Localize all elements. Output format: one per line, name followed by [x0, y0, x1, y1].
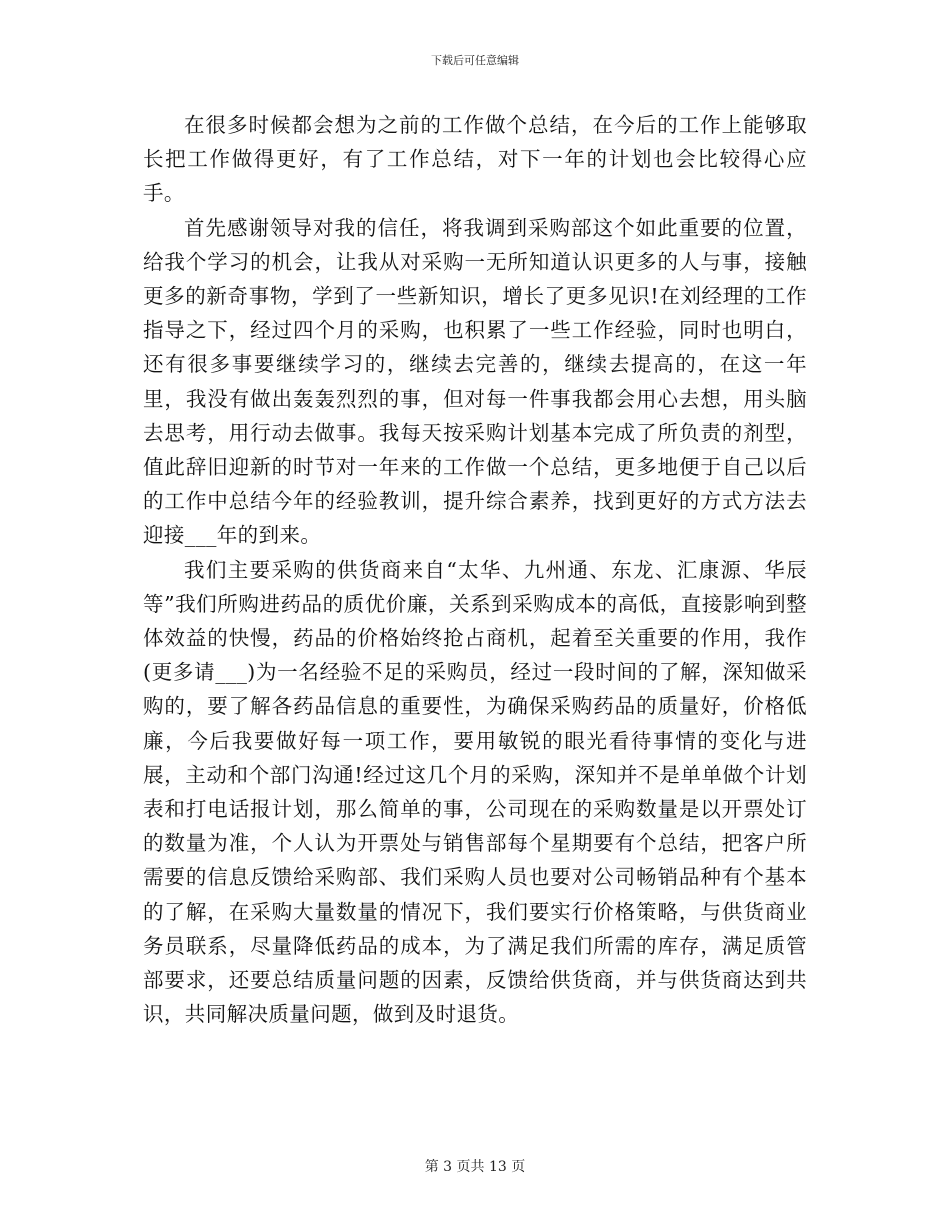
page-number: 第 3 页共 13 页: [424, 1159, 526, 1175]
paragraph-intro: 在很多时候都会想为之前的工作做个总结，在今后的工作上能够取长把工作做得更好，有了工作总结，对下一年的计划也会比较得心应手。: [143, 113, 807, 206]
document-body: [143, 108, 807, 1031]
paragraph-suppliers: 我们主要采购的供货商来自“太华、九州通、东龙、汇康源、华辰等”我们所购进药品的质优价廉，关系到采购成本的高低，直接影响到整体效益的快慢，药品的价格始终抢占商机，起着至关重要的作用，我作(更多请___)为一名经验不足的采购员，经过一段时间的了解，深知做采购的，要了解各药品信息的重要性，为确保采购药品的质量好，价格低廉，今后我要做好每一项工作，要用敏锐的眼光看待事情的变化与进展，主动和个部门沟通!经过这几个月的采购，深知并不是单单做个计划表和打电话报计划，那么简单的事，公司现在的采购数量是以开票处订的数量为准，个人认为开票处与销售部每个星期要有个总结，把客户所需要的信息反馈给采购部、我们采购人员也要对公司畅销品种有个基本的了解，在采购大量数量的情况下，我们要实行价格策略，与供货商业务员联系，尽量降低药品的成本，为了满足我们所需的库存，满足质管部要求，还要总结质量问题的因素，反馈给供货商，并与供货商达到共识，共同解决质量问题，做到及时退货。: [143, 557, 807, 1027]
paragraph-thanks: 首先感谢领导对我的信任，将我调到采购部这个如此重要的位置，给我个学习的机会，让我从对采购一无所知道认识更多的人与事，接触更多的新奇事物，学到了一些新知识，增长了更多见识!在刘经理的工作指导之下，经过四个月的采购，也积累了一些工作经验，同时也明白，还有很多事要继续学习的，继续去完善的，继续去提高的，在这一年里，我没有做出轰轰烈烈的事，但对每一件事我都会用心去想，用头脑去思考，用行动去做事。我每天按采购计划基本完成了所负责的剂型，值此辞旧迎新的时节对一年来的工作做一个总结，更多地便于自己以后的工作中总结今年的经验教训，提升综合素养，找到更好的方式方法去迎接___年的到来。: [143, 215, 807, 548]
page-header-note: 下载后可任意编辑: [431, 54, 519, 67]
